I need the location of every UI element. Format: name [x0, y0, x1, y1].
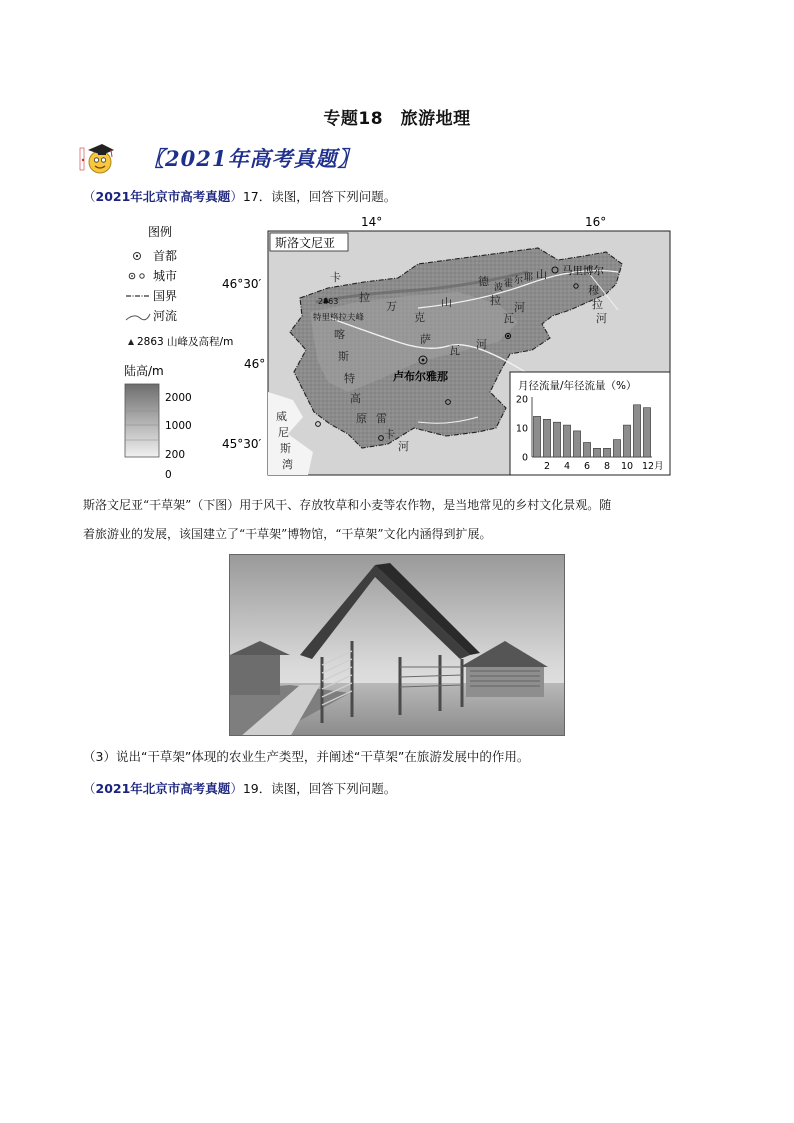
runoff-bar-month-2: [543, 419, 550, 457]
logo: [78, 138, 116, 176]
q19-close: ）: [230, 781, 243, 796]
svg-text:拉: 拉: [359, 291, 370, 304]
svg-text:霍: 霍: [504, 279, 514, 289]
q19-text: 19．读图，回答下列问题。: [242, 781, 397, 796]
runoff-x-tick-12: 12月: [642, 461, 664, 472]
svg-text:河: 河: [476, 338, 487, 351]
svg-text:耶: 耶: [524, 273, 534, 283]
legend-peak: [128, 335, 233, 348]
runoff-chart-title: 月径流量/年径流量（%）: [518, 380, 637, 392]
svg-text:威: 威: [276, 410, 287, 423]
svg-text:斯: 斯: [280, 442, 291, 455]
lon-label-16: 16°: [585, 215, 607, 229]
legend-title: 图例: [148, 225, 173, 239]
svg-text:1000: 1000: [165, 420, 192, 432]
svg-text:2000: 2000: [165, 392, 192, 404]
svg-text:国界: 国界: [153, 289, 178, 303]
question-17-3: （3）说出“干草架”体现的农业生产类型，并阐述“干草架”在旅游发展中的作用。: [83, 749, 530, 764]
runoff-x-tick-8: 8: [603, 461, 611, 472]
svg-text:尔: 尔: [514, 276, 524, 286]
lat-label-4630: 46°30′: [222, 277, 262, 291]
runoff-bar-month-4: [563, 425, 570, 457]
svg-text:2863 山峰及高程/m: 2863 山峰及高程/m: [137, 336, 234, 348]
legend-city: [129, 269, 177, 283]
runoff-bar-month-10: [623, 425, 630, 457]
svg-text:高: 高: [350, 392, 361, 405]
runoff-y-tick-10: 10: [515, 423, 528, 435]
elevation-legend-title: 陆高/m: [124, 364, 164, 378]
svg-text:山: 山: [536, 268, 547, 281]
svg-text:山: 山: [441, 296, 452, 309]
q17-source: 2021年北京市高考真题: [95, 189, 231, 204]
runoff-x-tick-4: 4: [563, 461, 571, 472]
q19-open: （: [83, 781, 96, 796]
svg-text:波: 波: [494, 283, 504, 293]
runoff-y-tick-20: 20: [515, 394, 528, 406]
svg-text:萨: 萨: [420, 333, 431, 346]
svg-text:拉: 拉: [490, 294, 501, 307]
question-19: [83, 779, 396, 797]
lon-label-14: 14°: [361, 215, 383, 229]
runoff-x-tick-2: 2: [543, 461, 551, 472]
svg-text:河: 河: [398, 440, 409, 453]
runoff-bar-month-11: [633, 405, 640, 457]
section-heading: 〖2021年高考真题〗: [143, 146, 360, 171]
svg-text:卡: 卡: [330, 271, 341, 284]
q17-open: （: [83, 189, 96, 204]
svg-text:河: 河: [514, 301, 525, 314]
intro-paragraph-line-1: 斯洛文尼亚“干草架”（下图）用于风干、存放牧草和小麦等农作物，是当地常见的乡村文化景观。随: [83, 498, 612, 512]
capital-name: 卢布尔雅那: [393, 370, 448, 383]
legend-capital: [134, 248, 178, 263]
runoff-chart: [510, 372, 670, 475]
legend-river: [126, 308, 177, 323]
peak-name: 特里格拉夫峰: [313, 313, 365, 323]
q17-close: ）: [230, 189, 243, 204]
svg-text:0: 0: [165, 469, 172, 480]
runoff-bar-month-7: [593, 448, 600, 457]
peak-elevation: 2863: [318, 297, 339, 306]
svg-text:尼: 尼: [278, 426, 289, 439]
svg-text:克: 克: [414, 311, 425, 324]
runoff-bar-month-1: [533, 416, 540, 457]
runoff-bar-month-6: [583, 443, 590, 458]
lat-label-4530: 45°30′: [222, 437, 262, 451]
svg-text:瓦: 瓦: [503, 312, 514, 325]
q17-text: 17．读图，回答下列问题。: [242, 189, 397, 204]
runoff-bar-month-12: [643, 408, 650, 457]
country-name: 斯洛文尼亚: [275, 236, 336, 250]
runoff-x-tick-10: 10: [620, 461, 634, 472]
runoff-bar-month-3: [553, 422, 560, 457]
lat-label-46: 46°: [244, 357, 266, 371]
svg-text:原: 原: [356, 412, 367, 425]
svg-text:拉: 拉: [592, 298, 603, 311]
runoff-bar-month-9: [613, 440, 620, 457]
elevation-ticks: [165, 392, 192, 480]
hayrack-photo: [229, 554, 565, 736]
svg-text:喀: 喀: [334, 328, 345, 341]
svg-text:城市: 城市: [153, 269, 178, 283]
page-title: 专题18 旅游地理: [323, 109, 471, 129]
question-17: [83, 187, 396, 205]
svg-text:雷: 雷: [376, 412, 387, 425]
city-maribor: 马里博尔: [562, 265, 604, 277]
elevation-colorbar: [125, 384, 159, 457]
runoff-bar-month-5: [573, 431, 580, 457]
svg-text:河: 河: [596, 312, 607, 325]
svg-text:200: 200: [165, 449, 186, 461]
svg-text:瓦: 瓦: [449, 344, 460, 357]
svg-text:卡: 卡: [384, 428, 395, 441]
svg-text:首都: 首都: [153, 249, 178, 263]
runoff-y-tick-0: 0: [521, 452, 528, 464]
svg-text:河流: 河流: [153, 309, 178, 323]
svg-text:德: 德: [478, 275, 489, 288]
legend-border: [126, 289, 177, 303]
intro-paragraph-line-2: 着旅游业的发展，该国建立了“干草架”博物馆，“干草架”文化内涵得到扩展。: [83, 527, 492, 541]
map-figure: [118, 212, 678, 480]
runoff-bar-month-8: [603, 448, 610, 457]
svg-text:湾: 湾: [282, 458, 293, 471]
runoff-x-tick-6: 6: [583, 461, 591, 472]
svg-text:特: 特: [344, 372, 355, 385]
svg-text:穆: 穆: [588, 284, 599, 297]
svg-text:斯: 斯: [338, 350, 349, 363]
svg-text:万: 万: [386, 300, 397, 313]
q19-source: 2021年北京市高考真题: [95, 781, 231, 796]
